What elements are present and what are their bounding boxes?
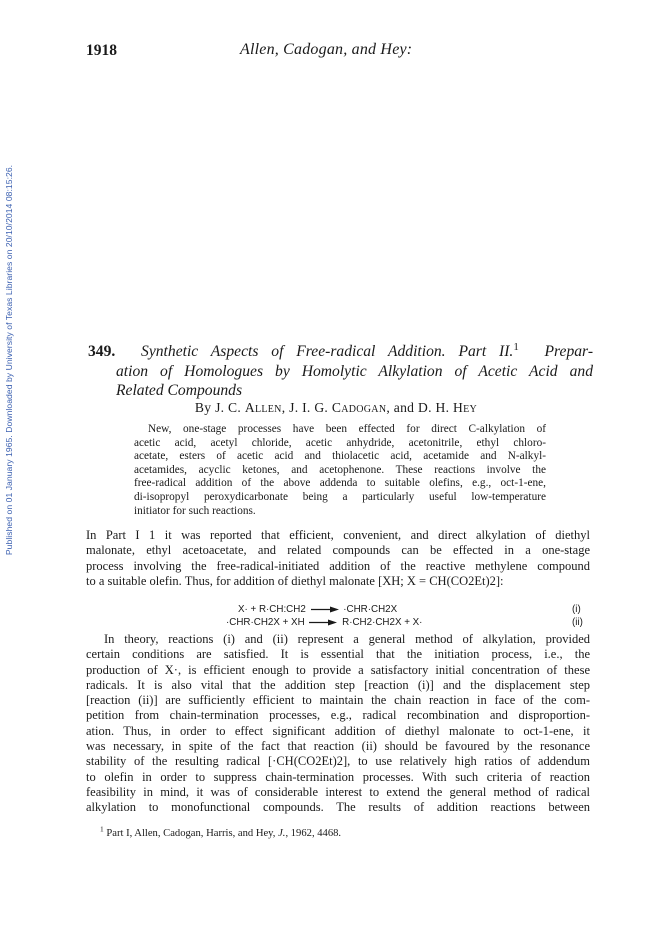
equation-ii-label: (ii) xyxy=(572,617,583,628)
footnote xyxy=(100,824,342,839)
body-line: petition from chain-termination processes, e.g., radical recombination and disproportion- xyxy=(86,708,590,723)
body-line: In theory, reactions (i) and (ii) represent a general method of alkylation, provided xyxy=(104,632,590,646)
body-line: to olefin in order to suppress chain-termination processes. With such criteria of reaction xyxy=(86,769,590,784)
abstract xyxy=(134,423,546,518)
article-number: 349. xyxy=(88,343,116,360)
body-line: was necessary, in spite of the fact that reaction (ii) should be favoured by the resonance xyxy=(86,739,590,754)
article-title xyxy=(88,342,593,401)
body-line: radicals. It is also vital that the addition step [reaction (i)] and the displacement step xyxy=(86,677,590,692)
abstract-line: New, one-stage processes have been effected for direct C-alkylation of xyxy=(148,423,546,435)
running-head: Allen, Cadogan, and Hey: xyxy=(240,41,413,58)
page-number: 1918 xyxy=(86,42,117,59)
author-3: D. H. Hey xyxy=(417,400,478,415)
abstract-line: acetamides, acyclic ketones, and acetophenone. These reactions involve the xyxy=(134,463,546,476)
body-line: certain conditions are satisfied. It is essential that the initiation process, i.e., the xyxy=(86,647,590,662)
equation-i-product: ·CHR·CH2X xyxy=(343,604,398,615)
footnote-text: Part I, Allen, Cadogan, Harris, and Hey, xyxy=(106,828,276,839)
body-line: ation. Thus, in order to effect significant addition of diethyl malonate to oct-1-ene, it xyxy=(86,723,590,738)
equation-ii-reactants: ·CHR·CH2X + XH xyxy=(226,617,305,628)
footnote-journal: J. xyxy=(278,828,286,839)
equation-i-label: (i) xyxy=(572,604,581,615)
body-line: feasibility in mind, it was of considerable interest to extend the general method of radical xyxy=(86,784,590,799)
equation-ii xyxy=(226,617,422,628)
equation-i-reactants: X· + R·CH:CH2 xyxy=(238,604,306,615)
body-line: In Part I 1 it was reported that efficient, convenient, and direct alkylation of diethyl xyxy=(86,528,590,542)
title-line-2: ation of Homologues by Homolytic Alkylation of Acetic Acid and xyxy=(116,362,593,380)
abstract-line: acetate, esters of acetic acid and thiolacetic acid, acetamide and N-alkyl- xyxy=(134,450,546,463)
download-watermark-text: Published on 01 January 1965. Downloaded by University of Texas Libraries on 20/10/2014 08:15:26. xyxy=(4,164,14,556)
author-line: By J. C. Allen, J. I. G. Cadogan, and D. H. Hey xyxy=(194,400,478,415)
body-line: to a suitable olefin. Thus, for addition of diethyl malonate [XH; X = CH(CO2Et)2]: xyxy=(86,573,504,588)
download-watermark xyxy=(2,140,16,580)
abstract-line: acetic acid, acetyl chloride, acetic anhydride, acetonitrile, ethyl chloro- xyxy=(134,436,546,449)
title-line-3: Related Compounds xyxy=(116,382,243,400)
abstract-line: free-radical addition of the above addenda to suitable olefins, e.g., oct-1-ene, xyxy=(134,477,546,490)
author-1: J. C. Allen xyxy=(215,400,282,415)
reaction-arrow-icon xyxy=(311,606,339,613)
body-line: [reaction (ii)] are sufficiently efficient to maintain the chain reaction in face of the com- xyxy=(86,693,590,708)
reaction-arrow-icon xyxy=(309,619,337,626)
abstract-line: initiator for such reactions. xyxy=(134,504,256,517)
paragraph-intro xyxy=(86,528,590,589)
body-line: production of X·, is efficient enough to provide a satisfactory initial concentration of these xyxy=(86,662,590,677)
body-line: alkylation to monofunctional compounds. The results of addition reactions between xyxy=(86,800,590,815)
equation-ii-product: R·CH2·CH2X + X· xyxy=(342,617,423,628)
equation-i xyxy=(238,604,397,615)
title-line-1: 349. Synthetic Aspects of Free-radical Addition. Part II.$^1$ Prepar- xyxy=(88,340,594,360)
paragraph-theory xyxy=(86,632,590,816)
footnote-marker: 1 xyxy=(100,824,104,834)
abstract-line: di-isopropyl peroxydicarbonate being a particularly useful low-temperature xyxy=(134,490,546,503)
body-line: process involving the free-radical-initiated addition of the reactive methylene compound xyxy=(86,558,590,573)
author-2: J. I. G. Cadogan xyxy=(289,400,387,415)
footnote-ref: , 1962, 4468. xyxy=(285,828,342,839)
body-line: stability of the resulting radical [·CH(CO2Et)2], to use relatively high ratios of addendum xyxy=(86,754,590,769)
body-line: malonate, ethyl acetoacetate, and related compounds can be effected in a one-stage xyxy=(86,543,590,558)
